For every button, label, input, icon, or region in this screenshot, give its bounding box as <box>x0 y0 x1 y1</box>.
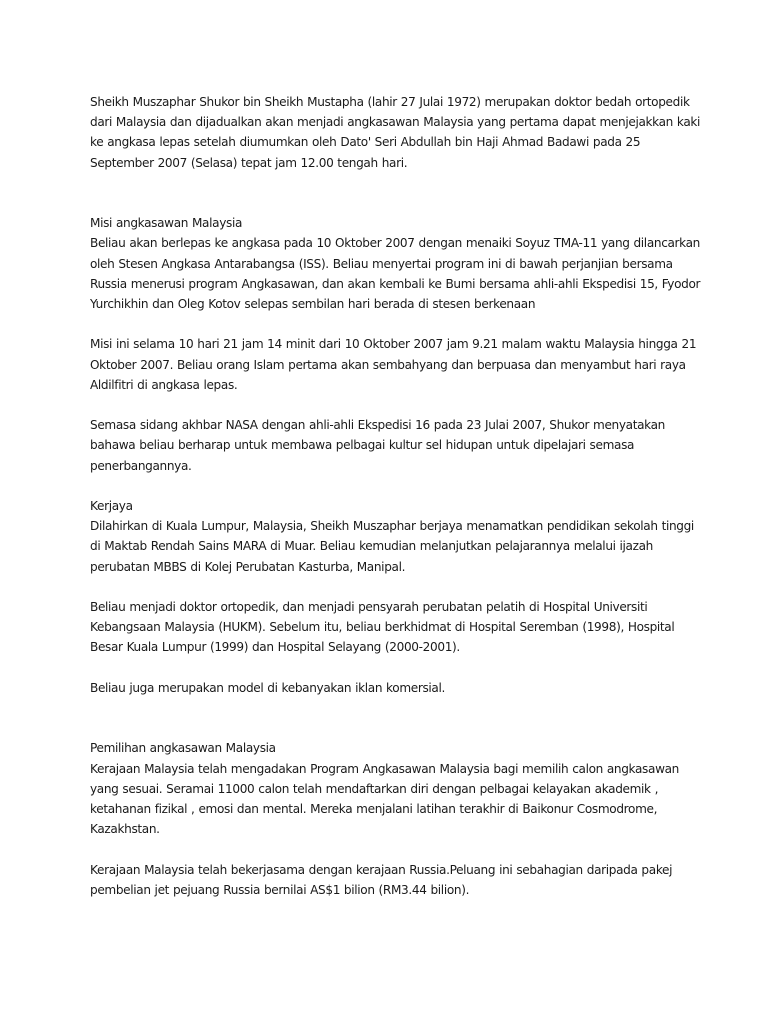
pemilihan-paragraph-2 <box>90 860 690 900</box>
kerjaya-heading: Kerjaya <box>90 499 133 513</box>
text-line: Kebangsaan Malaysia (HUKM). Sebelum itu, beliau berkhidmat di Hospital Seremban (1998), Hospital <box>90 620 675 635</box>
text-line: Aldilfitri di angkasa lepas. <box>90 377 238 392</box>
spacer <box>90 658 690 678</box>
spacer <box>90 839 690 859</box>
spacer <box>90 476 690 496</box>
misi-heading: Misi angkasawan Malaysia <box>90 216 243 231</box>
text-line: Kazakhstan. <box>90 822 160 837</box>
text-line: ketahanan fizikal , emosi dan mental. Mereka menjalani latihan terakhir di Baikonur Cosmodrome, <box>90 802 658 816</box>
text-line: penerbangannya. <box>90 458 192 473</box>
text-line: Besar Kuala Lumpur (1999) dan Hospital Selayang (2000-2001). <box>90 640 460 655</box>
text-line: September 2007 (Selasa) tepat jam 12.00 tengah hari. <box>90 155 408 170</box>
text-line: dari Malaysia dan dijadualkan akan menjadi angkasawan Malaysia yang pertama dapat menjejakkan kaki <box>90 115 701 130</box>
misi-paragraph-2 <box>90 334 697 395</box>
text-line: perubatan MBBS di Kolej Perubatan Kasturba, Manipal. <box>90 559 406 574</box>
intro-paragraph <box>90 92 701 173</box>
text-line: Beliau menjadi doktor ortopedik, dan menjadi pensyarah perubatan pelatih di Hospital Universiti <box>90 600 648 614</box>
spacer <box>90 698 690 738</box>
pemilihan-heading: Pemilihan angkasawan Malaysia <box>90 741 276 756</box>
spacer <box>90 395 690 415</box>
text-line: di Maktab Rendah Sains MARA di Muar. Beliau kemudian melanjutkan pelajarannya melalui ijazah <box>90 539 653 554</box>
pemilihan-section <box>90 738 690 839</box>
text-line: yang sesuai. Seramai 11000 calon telah mendaftarkan diri dengan pelbagai kelayakan akademik , <box>90 781 659 796</box>
text-line: Russia menerusi program Angkasawan, dan akan kembali ke Bumi bersama ahli-ahli Ekspedisi 15, Fyodor <box>90 276 701 291</box>
text-line: Beliau akan berlepas ke angkasa pada 10 Oktober 2007 dengan menaiki Soyuz TMA-11 yang dilancarkan <box>90 236 700 251</box>
text-line: Kerajaan Malaysia telah bekerjasama dengan kerajaan Russia.Peluang ini sebahagian daripada pakej <box>90 862 673 877</box>
text-line: Oktober 2007. Beliau orang Islam pertama akan sembahyang dan berpuasa dan menyambut hari raya <box>90 357 686 372</box>
text-line: Kerajaan Malaysia telah mengadakan Program Angkasawan Malaysia bagi memilih calon angkasawan <box>90 761 679 776</box>
text-line: oleh Stesen Angkasa Antarabangsa (ISS). Beliau menyertai program ini di bawah perjanjian bersama <box>90 256 673 271</box>
misi-paragraph-3 <box>90 415 690 476</box>
text-line: Beliau juga merupakan model di kebanyakan iklan komersial. <box>90 680 446 695</box>
kerjaya-section <box>90 496 694 577</box>
misi-section <box>90 213 701 314</box>
text-line: Misi ini selama 10 hari 21 jam 14 minit dari 10 Oktober 2007 jam 9.21 malam waktu Malaysia hingga 21 <box>90 337 697 352</box>
text-line: pembelian jet pejuang Russia bernilai AS$1 bilion (RM3.44 bilion). <box>90 882 470 897</box>
spacer <box>90 173 690 213</box>
spacer <box>90 577 690 597</box>
text-line: Yurchikhin dan Oleg Kotov selepas sembilan hari berada di stesen berkenaan <box>90 297 536 312</box>
text-line: Dilahirkan di Kuala Lumpur, Malaysia, Sheikh Muszaphar berjaya menamatkan pendidikan sekolah tinggi <box>90 519 694 534</box>
text-line: Sheikh Muszaphar Shukor bin Sheikh Mustapha (lahir 27 Julai 1972) merupakan doktor bedah ortopedik <box>90 95 690 109</box>
spacer <box>90 314 690 334</box>
kerjaya-paragraph-2 <box>90 597 690 658</box>
kerjaya-paragraph-3 <box>90 678 690 698</box>
text-line: ke angkasa lepas setelah diumumkan oleh Dato' Seri Abdullah bin Haji Ahmad Badawi pada 25 <box>90 135 641 150</box>
document-body <box>90 92 701 900</box>
text-line: Semasa sidang akhbar NASA dengan ahli-ahli Ekspedisi 16 pada 23 Julai 2007, Shukor menyatakan <box>90 418 665 433</box>
text-line: bahawa beliau berharap untuk membawa pelbagai kultur sel hidupan untuk dipelajari semasa <box>90 438 635 453</box>
